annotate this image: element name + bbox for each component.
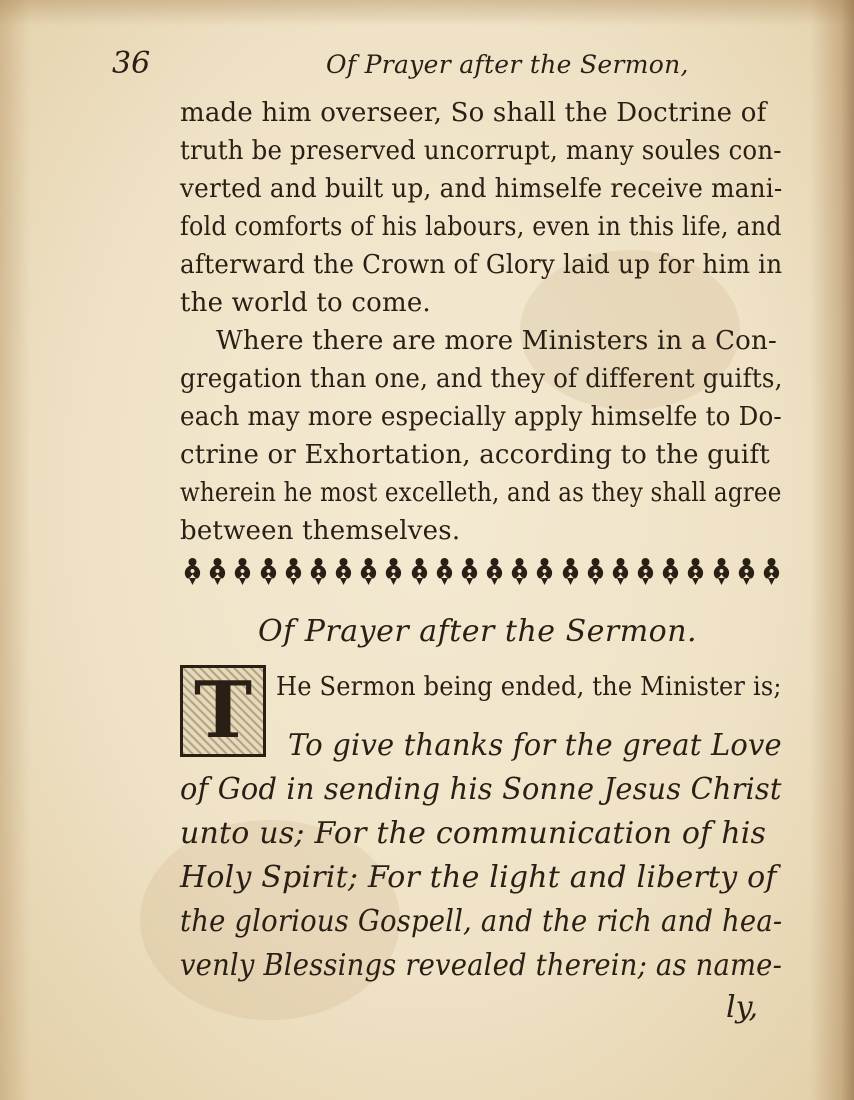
fleuron-icon (333, 556, 354, 586)
fleuron-icon (585, 556, 606, 586)
text-line-italic: of God in sending his Sonne Jesus Christ (180, 772, 782, 807)
decorated-initial (180, 665, 266, 757)
text-line: afterward the Crown of Glory laid up for him in (180, 250, 783, 280)
fleuron-icon (182, 556, 203, 586)
fleuron-icon (761, 556, 782, 586)
text-line-italic: the glorious Gospell, and the rich and hea- (180, 904, 783, 939)
fleuron-icon (383, 556, 404, 586)
fleuron-icon (283, 556, 304, 586)
ornament-band (182, 556, 782, 592)
text-line: fold comforts of his labours, even in this life, and (180, 212, 782, 242)
fleuron-icon (736, 556, 757, 586)
text-line: ctrine or Exhortation, according to the guift (180, 440, 770, 470)
fleuron-icon (308, 556, 329, 586)
page-number: 36 (112, 46, 151, 81)
fleuron-icon (232, 556, 253, 586)
fleuron-icon (509, 556, 530, 586)
page-edge-shadow-left (0, 0, 30, 1100)
text-line-italic: To give thanks for the great Love (288, 728, 782, 763)
text-line: verted and built up, and himselfe receive mani- (180, 174, 783, 204)
text-line-italic: unto us; For the communication of his (180, 816, 767, 851)
text-line-italic: Holy Spirit; For the light and liberty of (180, 860, 777, 895)
text-line-italic: venly Blessings revealed therein; as name- (180, 948, 783, 983)
text-line: gregation than one, and they of different guifts, (180, 364, 783, 394)
text-line: Where there are more Ministers in a Con- (216, 326, 777, 356)
page-edge-shadow-right (810, 0, 854, 1100)
page-edge-shadow-top (0, 0, 854, 26)
fleuron-icon (635, 556, 656, 586)
text-line: between themselves. (180, 516, 461, 546)
catchword: ly, (726, 990, 759, 1025)
fleuron-icon (358, 556, 379, 586)
dropcap-letter: T (193, 665, 253, 756)
text-line: made him overseer, So shall the Doctrine of (180, 98, 767, 128)
text-line: truth be preserved uncorrupt, many soules con- (180, 136, 782, 166)
fleuron-icon (610, 556, 631, 586)
text-line: He Sermon being ended, the Minister is; (276, 672, 782, 702)
text-line: each may more especially apply himselfe to Do- (180, 402, 782, 432)
fleuron-icon (207, 556, 228, 586)
section-title: Of Prayer after the Sermon. (258, 614, 698, 649)
fleuron-icon (534, 556, 555, 586)
fleuron-icon (484, 556, 505, 586)
fleuron-icon (434, 556, 455, 586)
text-line: the world to come. (180, 288, 431, 318)
fleuron-icon (459, 556, 480, 586)
text-line: wherein he most excelleth, and as they shall agree (180, 478, 782, 508)
fleuron-icon (409, 556, 430, 586)
fleuron-icon (685, 556, 706, 586)
fleuron-icon (660, 556, 681, 586)
running-title: Of Prayer after the Sermon, (326, 50, 689, 79)
fleuron-icon (711, 556, 732, 586)
fleuron-icon (560, 556, 581, 586)
fleuron-icon (258, 556, 279, 586)
